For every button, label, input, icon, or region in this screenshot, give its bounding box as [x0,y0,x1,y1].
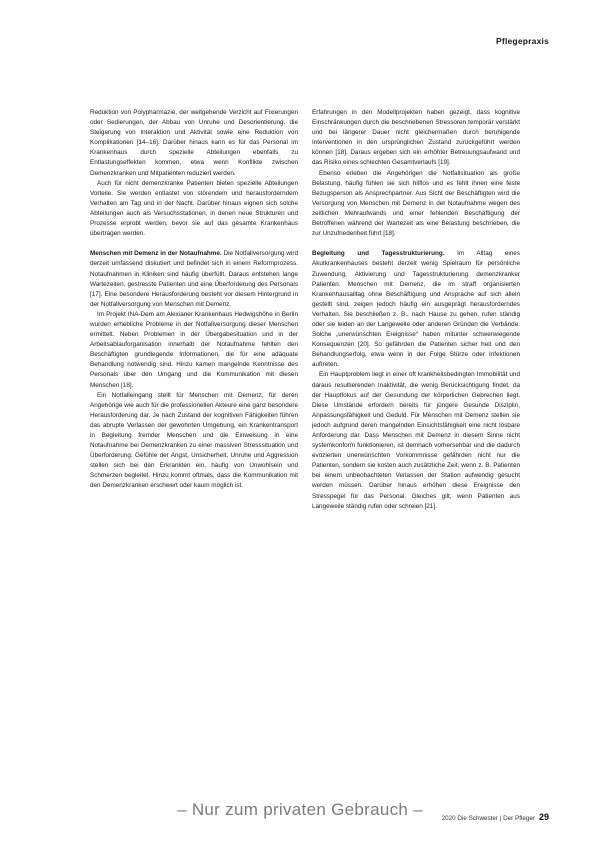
paragraph-with-subheading [312,249,520,370]
left-column [90,108,298,492]
journal-label: 2020 Die Schwester | Der Pfleger [441,815,535,822]
paragraph: Ein Notfalleingang stellt für Menschen mit Demenz, für deren Angehörige wie auch für die professionellen Akteure eine ganz besondere Herausforderung dar. Je nach Zustand der kognitiven Fähigkeiten führen das abrupte Verlassen der gewohnten Umgebung, ein Krankentransport in Begleitung fremder Menschen und die Einweisung in eine Notaufnahme bei Demenzkranken zu einer massiven Stresssituation und Überforderung: Gefühle der Angst, Unsicherheit, Unruhe und Aggression stellen sich bei den Erkrankten ein, häufig von Unwohlsein und Schmerzen begleitet. Hinzu kommt oftmals, dass die Kommunikation mit den Demenzkranken erschwert oder kaum möglich ist. [90,391,298,490]
subheading: Menschen mit Demenz in der Notaufnahme. [90,250,222,258]
paragraph: Ebenso erleben die Angehörigen die Notfallsituation als große Belastung, häufig fühlen sie sich hilflos und es fehlt ihnen eine feste Bezugsperson als Ansprechpartner. Aus Sicht der Beschäftigten wird die Versorgung von Menschen mit Demenz in der Notaufnahme wegen des zeitlichen Mehraufwands und einer fehlenden Beschäftigung der Betroffenen während der Wartezeit als eine Belastung beschrieben, die zur Unzufriedenheit führt [18]. [312,169,520,238]
paragraph-text: Im Alltag eines Akutkrankenhauses besteht derzeit wenig Spielraum für persönliche Zuwendung, Aktivierung und Tagesstrukturierung demenzkranker Patienten. Menschen mit Demenz, die im straff organisierten Krankenhausalltag ohne Beschäftigung und Ansprache auf sich allein gestellt sind, zeigen jedoch häufig ein ausgeprägt herausforderndes Verhalten. Sie beschließen z. B., nach Hause zu gehen, rufen ständig oder sie leiden an der Langeweile oder anderen Gründen die Verbände. Solche „unerwünschten Ereignisse“ haben mitunter schwerwiegende Konsequenzen [20]. So gefährden die Patienten sicher heit und den Behandlungserfolg, etwa wenn in der Folge Stürze oder Infektionen auftreten. [312,250,520,369]
right-column [312,108,520,512]
paragraph-with-subheading [90,249,298,310]
paragraph-text: Die Notfallversorgung wird derzeit umfassend diskutiert und befindet sich in einem Reformprozess. Notaufnahmen in Kliniken sind häufig überfüllt. Daraus entstehen lange Wartezeiten, gestresste Patienten und eine Überforderung des Personals [17]. Eine besondere Herausforderung besteht vor diesem Hintergrund in der Notfallversorgung von Menschen mit Demenz. [90,250,298,308]
paragraph: Reduktion von Polypharmazie, der weitgehende Verzicht auf Fixierungen oder Sedierungen, der Abbau von Unruhe und Desorientierung, die Steigerung von Interaktion und Aktivität sowie eine Reduktion von Komplikationen [14–16]. Darüber hinaus kann es für das Personal im Krankenhaus durch spezielle Abteilungen ebenfalls zu Entlastungseffekten kommen, etwa wenn Konflikte zwischen Demenzkranken und Mitpatienten reduziert werden. [90,109,298,177]
page-footer [442,812,549,822]
subheading: Begleitung und Tagesstrukturierung. [312,250,445,258]
paragraph: Erfahrungen in den Modellprojekten haben gezeigt, dass kognitive Einschränkungen durch die beschriebenen Stressoren temporär verstärkt und bei längerer Dauer nicht gleichermaßen durch beruhigende Interventionen in den ursprünglichen Zustand zurückgeführt werden können [18]. Daraus ergeben sich ein erhöhter Betreuungsaufwand und das Risiko eines schlechten Gesamtverlaufs [19]. [312,109,520,167]
paragraph: Auch für nicht demenzkranke Patienten bieten spezielle Abteilungen Vorteile. Sie werden entlastet von störendem und herausforderndem Verhalten am Tag und in der Nacht. Darüber hinaus eignen sich solche Abteilungen auch als Versuchsstationen, in denen neue Strukturen und Prozesse erprobt werden, bevor sie auf das gesamte Krankenhaus übertragen werden. [90,179,298,238]
watermark: – Nur zum privaten Gebrauch – [177,800,423,819]
paragraph: Ein Hauptproblem liegt in einer oft krankheitsbedingten Immobilität und daraus resultierenden Inaktivität, die wenig Berücksichtigung findet, da der Hauptfokus auf der Gesundung der körperlichen Gebrechen liegt. Diese Umstände erfordern bereits für jüngere Gesunde Disziplin, Anpassungsfähigkeit und Geduld. Für Menschen mit Demenz stellen sie jedoch aufgrund deren mangelnden Einsichtsfähigkeit eine nicht lösbare Anforderung dar. Dass Menschen mit Demenz in diesem Sinne nicht systemkonform funktionieren, ist demnach vorhersehbar und die dadurch evozierten unerwünschten Vorkommnisse gefährden nicht nur die Patienten, sondern sie kosten auch zusätzliche Zeit, wenn z. B. Patienten bei einem unbeobachteten Verlassen der Station aufwendig gesucht werden müssen. Darüber hinaus erhöhen diese Ereignisse den Stresspegel für das Personal. Gleiches gilt, wenn Patienten aus Langeweile ständig rufen oder schreien [21]. [312,371,520,510]
page-number: 29 [538,812,549,822]
paragraph: Im Projekt INA-Dem am Alexianer Krankenhaus Hedwigshöhe in Berlin wurden erhebliche Probleme in der Notfallversorgung dieser Menschen ermittelt. Neben Problemen in der Übergabesituation und in der Arbeitsablauforganisation innerhalb der Notaufnahme fehlten den Beschäftigten grundlegende Informationen, die für eine adäquate Behandlung notwendig sind. Hinzu kamen mangelnde Kenntnisse des Personals über den Umgang und die Kommunikation mit diesen Menschen [18]. [90,310,298,389]
section-label: Pflegepraxis [496,36,549,46]
